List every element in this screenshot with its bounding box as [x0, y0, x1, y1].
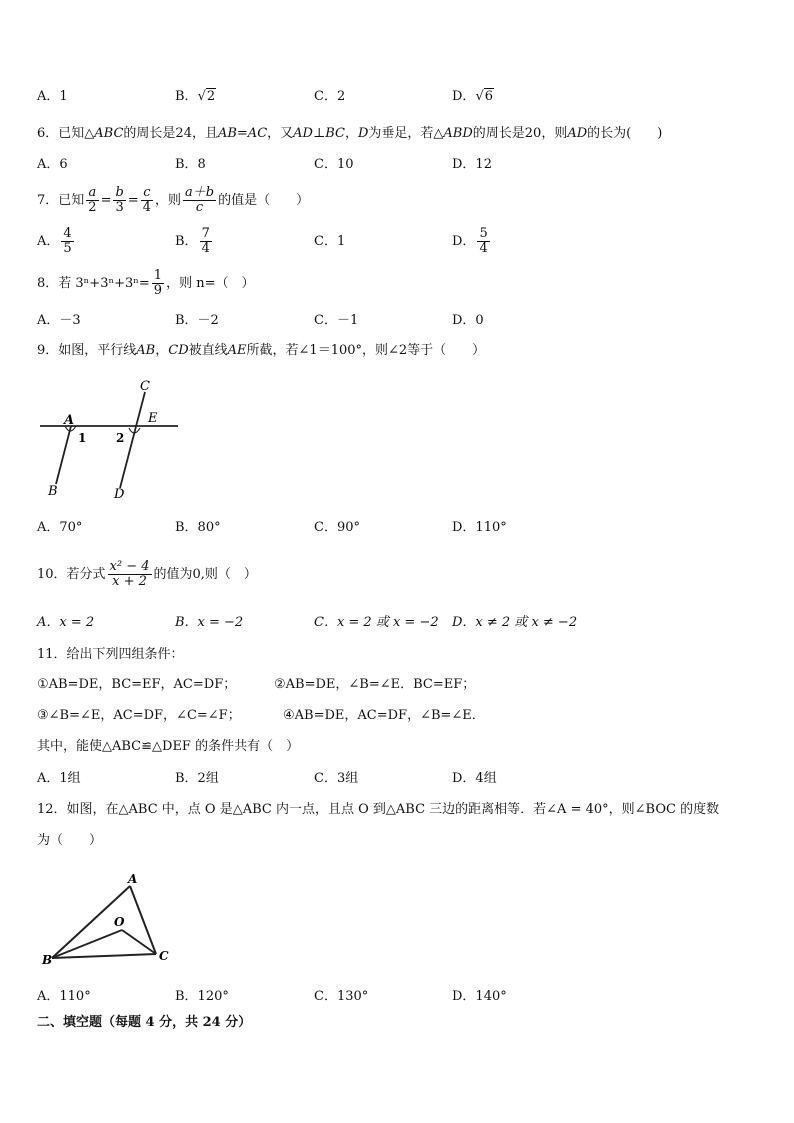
q8-num: 1	[153, 268, 163, 283]
q7-d-frac	[477, 227, 489, 256]
q7-a-den: 5	[63, 241, 72, 256]
q8-option-b: B．－2	[175, 313, 219, 328]
q9-label-e: E	[148, 411, 158, 426]
q11-cond-4: ④AB=DE，AC=DF，∠B=∠E．	[283, 708, 485, 723]
sqrt-2: √2	[197, 89, 216, 104]
q7-b-label: B．	[175, 234, 198, 249]
q9-stem	[37, 342, 485, 360]
sqrt-6: √6	[475, 89, 494, 104]
q6-s4: ，又	[267, 126, 294, 141]
q5-option-d-label: D．	[452, 89, 476, 104]
q12-figure	[40, 870, 175, 970]
q8-prefix: 8．若 3ⁿ+3ⁿ+3ⁿ=	[37, 276, 150, 291]
q6-s12: 的周长是20，则	[472, 126, 568, 141]
q6-s6: ⊥	[312, 126, 326, 141]
q7-stem	[37, 185, 309, 217]
q8-suffix: ，则 n=（ ）	[166, 276, 255, 291]
q7-f3-den: 4	[142, 200, 151, 215]
q10-den: x + 2	[112, 574, 147, 589]
q9-figure	[38, 376, 183, 501]
sqrt-6-radicand: 6	[484, 89, 494, 104]
q7-option-c: C．1	[314, 234, 346, 249]
q6-option-d: D．12	[452, 157, 492, 172]
q10-option-d: D．x ≠ 2 或 x ≠ −2	[452, 615, 578, 630]
q5-option-b	[175, 88, 216, 106]
q8-frac	[152, 269, 164, 298]
q9-label-2: 2	[116, 431, 125, 445]
q9-s5: AE	[227, 343, 247, 358]
q11-cond-3: ③∠B=∠E，AC=DF，∠C=∠F；	[37, 708, 241, 723]
q7-frac-c4	[141, 186, 153, 215]
q12-seg-bo	[52, 930, 122, 958]
q11-option-b: B．2组	[175, 771, 219, 786]
q7-option-d	[452, 226, 492, 258]
q7-a-frac	[61, 227, 73, 256]
q7-prefix: 7．已知	[37, 193, 85, 208]
q9-s0: 9．如图，平行线	[37, 343, 137, 358]
q6-s9: D	[357, 126, 369, 141]
q6-s10: 为垂足，若△	[368, 126, 444, 141]
q9-s4: 被直线	[188, 343, 228, 358]
q6-option-a: A．6	[37, 157, 68, 172]
q10-frac	[108, 560, 152, 589]
q9-option-b: B．80°	[175, 520, 221, 535]
q5-option-a: A．1	[37, 89, 68, 104]
q10-stem	[37, 558, 257, 592]
q7-a-label: A．	[37, 234, 60, 249]
q7-frac-a2	[86, 186, 98, 215]
q11-option-c: C．3组	[314, 771, 359, 786]
q11-title: 11．给出下列四组条件：	[37, 647, 184, 662]
q12-label-c: C	[159, 949, 169, 963]
q7-f4-num: a＋b	[185, 185, 215, 200]
q9-label-a: A	[64, 413, 75, 428]
q10-option-c: C．x = 2 或 x = −2	[314, 615, 439, 630]
q8-stem	[37, 268, 254, 300]
q11-cond-1: ①AB=DE，BC=EF，AC=DF；	[37, 677, 237, 692]
q6-stem	[37, 125, 662, 143]
q6-s0: 6．已知△	[37, 126, 95, 141]
q7-mid: ，则	[154, 193, 181, 208]
q9-label-1: 1	[78, 431, 87, 445]
q6-s11: ABD	[443, 126, 473, 141]
q6-s7: BC	[325, 126, 345, 141]
q7-f2-den: 3	[115, 200, 124, 215]
q10-prefix: 10．若分式	[37, 567, 106, 582]
q12-side-bc	[52, 954, 156, 958]
q7-eq2: =	[127, 193, 139, 208]
q12-option-b: B．120°	[175, 989, 229, 1004]
q7-d-label: D．	[452, 234, 476, 249]
q11-option-d: D．4组	[452, 771, 497, 786]
q7-f4-den: c	[195, 200, 204, 215]
q9-option-d: D．110°	[452, 520, 507, 535]
q8-den: 9	[153, 283, 163, 298]
q7-f3-num: c	[141, 186, 153, 201]
q6-s2: 的周长是24，且	[123, 126, 218, 141]
q9-label-b: B	[48, 484, 58, 499]
q6-s14: 的长为( )	[587, 126, 663, 141]
q12-label-a: A	[128, 872, 138, 886]
q12-stem-line1: 12．如图，在△ABC 中，点 O 是△ABC 内一点，且点 O 到△ABC 三边的距离相等．若∠A = 40°，则∠BOC 的度数	[37, 802, 720, 817]
q11-ask: 其中，能使△ABC≌△DEF 的条件共有（ ）	[37, 739, 300, 754]
q9-s2: ，	[155, 343, 169, 358]
q7-eq1: =	[100, 193, 112, 208]
section-heading-fill-in: 二、填空题（每题 4 分，共 24 分）	[37, 1015, 252, 1030]
q9-line-ab	[56, 426, 71, 484]
q7-f2-num: b	[115, 185, 124, 200]
q7-option-b	[175, 226, 214, 258]
q8-option-c: C．－1	[314, 313, 359, 328]
q5-option-b-label: B．	[175, 89, 198, 104]
q7-option-a	[37, 226, 76, 258]
q6-s1: ABC	[94, 126, 124, 141]
q8-option-d: D．0	[452, 313, 484, 328]
q9-s6: 所截，若∠1＝100°，则∠2等于（ ）	[246, 343, 486, 358]
q10-num: x² − 4	[109, 559, 150, 574]
sqrt-2-radicand: 2	[206, 89, 216, 104]
q7-d-num: 5	[479, 226, 488, 241]
q5-option-c: C．2	[314, 89, 346, 104]
q12-option-a: A．110°	[37, 989, 91, 1004]
q6-s5: AD	[293, 126, 313, 141]
q7-d-den: 4	[479, 241, 488, 256]
q12-label-b: B	[42, 953, 53, 967]
q5-option-d	[452, 88, 494, 106]
q7-b-den: 4	[201, 241, 210, 256]
q6-s3: AB=AC	[217, 126, 268, 141]
q9-option-a: A．70°	[37, 520, 83, 535]
q7-b-frac	[200, 227, 212, 256]
q6-s8: ，	[344, 126, 358, 141]
q9-option-c: C．90°	[314, 520, 360, 535]
q7-b-num: 7	[201, 226, 210, 241]
q10-option-a: A．x = 2	[37, 615, 95, 630]
q6-option-c: C．10	[314, 157, 354, 172]
q7-suffix: 的值是（ ）	[218, 193, 310, 208]
q11-option-a: A．1组	[37, 771, 81, 786]
q7-frac-b3	[113, 186, 125, 215]
q7-frac-abc	[183, 186, 216, 215]
q10-option-b: B．x = −2	[175, 615, 244, 630]
q7-f1-num: a	[86, 186, 98, 201]
q12-stem-line2: 为（ ）	[37, 833, 103, 848]
q8-option-a: A．－3	[37, 313, 81, 328]
q10-suffix: 的值为0,则（ ）	[153, 567, 257, 582]
q9-label-c: C	[140, 379, 150, 394]
q9-label-d: D	[114, 487, 125, 501]
q12-label-o: O	[114, 915, 125, 929]
q11-cond-2: ②AB=DE，∠B=∠E．BC=EF；	[274, 677, 476, 692]
q7-a-num: 4	[63, 226, 72, 241]
q12-option-d: D．140°	[452, 989, 507, 1004]
q6-s13: AD	[567, 126, 588, 141]
q9-s3: CD	[168, 343, 189, 358]
q6-option-b: B．8	[175, 157, 206, 172]
q7-f1-den: 2	[88, 200, 97, 215]
q9-s1: AB	[136, 343, 156, 358]
q12-option-c: C．130°	[314, 989, 369, 1004]
